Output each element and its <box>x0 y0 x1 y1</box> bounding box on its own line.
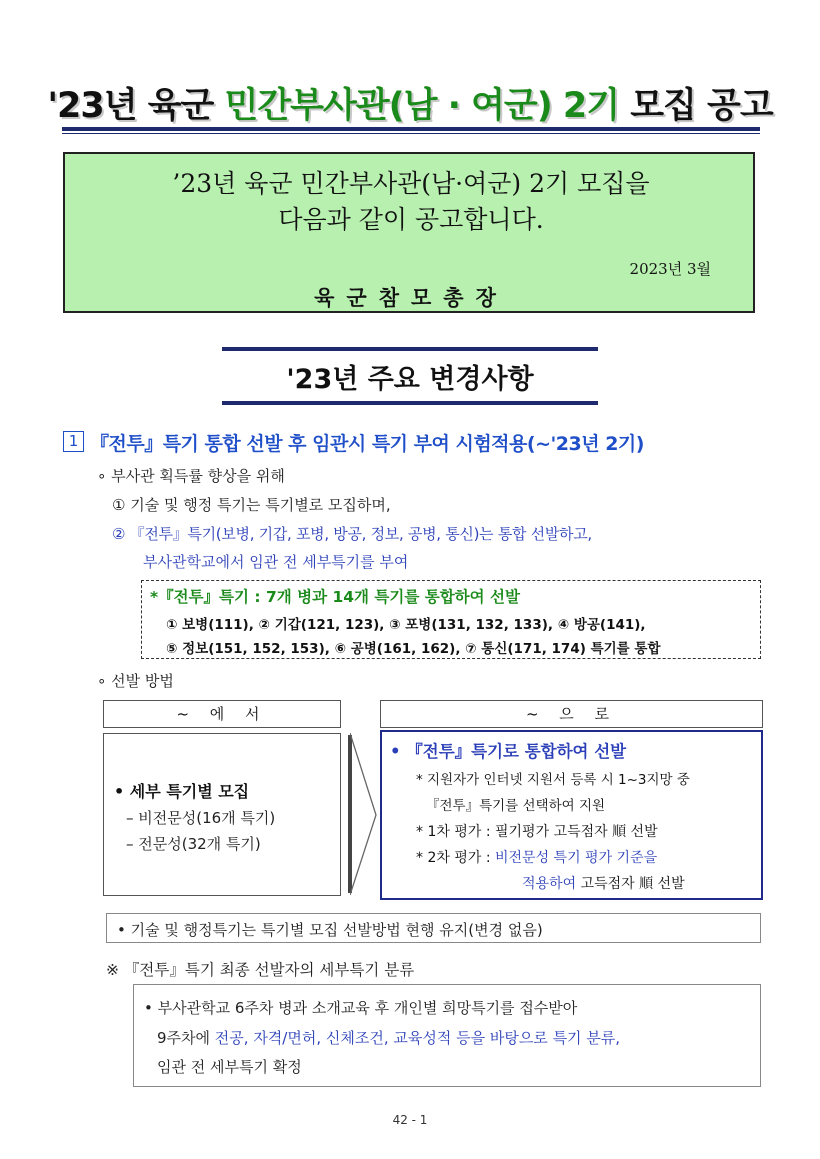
classify-line-3: 임관 전 세부특기 확정 <box>157 1058 302 1076</box>
notice-date: 2023년 3월 <box>629 260 711 278</box>
classify-line-2 <box>157 1027 620 1048</box>
notice-box <box>63 152 755 313</box>
to-main: • 『전투』특기로 통합하여 선발 <box>390 742 627 761</box>
classify-line-2-pre: 9주차에 <box>157 1029 215 1047</box>
merge-note-line-2: ⑤ 정보(151, 152, 153), ⑥ 공병(161, 162), ⑦ 통신(171, 174) 특기를 통합 <box>166 641 661 657</box>
retain-note-box <box>106 913 761 943</box>
item-number-box: 1 <box>63 431 84 452</box>
title-underline <box>62 127 760 131</box>
notice-line-1: ’23년 육군 민간부사관(남·여군) 2기 모집을 <box>172 169 650 198</box>
from-box <box>103 733 341 896</box>
classify-box <box>133 984 761 1087</box>
merge-note-title: *『전투』특기 : 7개 병과 14개 특기를 통합하여 선발 <box>150 588 520 606</box>
to-line-5-blue: 적용하여 <box>522 876 577 892</box>
merge-note-box <box>141 580 761 659</box>
to-header: ~ 으 로 <box>380 700 763 728</box>
to-line-5 <box>522 873 685 893</box>
page-title <box>0 78 820 128</box>
page-number: 42 - 1 <box>392 1113 428 1127</box>
from-sub-2: – 전문성(32개 특기) <box>126 835 261 853</box>
selection-label: ∘ 선발 방법 <box>97 672 174 690</box>
bullet-intro: ∘ 부사관 획득률 향상을 위해 <box>97 467 285 485</box>
classify-line-1: • 부사관학교 6주차 병과 소개교육 후 개인별 희망특기를 접수받아 <box>144 999 578 1017</box>
merge-note-line-1: ① 보병(111), ② 기갑(121, 123), ③ 포병(131, 132, 133), ④ 방공(141), <box>166 617 646 633</box>
from-header: ~ 에 서 <box>103 700 341 728</box>
point-2-line-1: ② 『전투』특기(보병, 기갑, 포병, 방공, 정보, 공병, 통신)는 통합 선발하고, <box>112 525 592 543</box>
item-heading: 『전투』특기 통합 선발 후 임관시 특기 부여 시험적용(~'23년 2기) <box>90 433 644 455</box>
to-line-2: 『전투』특기를 선택하여 지원 <box>426 798 606 814</box>
to-line-1: * 지원자가 인터넷 지원서 등록 시 1~3지망 중 <box>416 772 690 788</box>
to-line-4-blue: 비전문성 특기 평가 기준을 <box>495 850 658 866</box>
point-1: ① 기술 및 행정 특기는 특기별로 모집하며, <box>112 496 391 514</box>
section-title: '23년 주요 변경사항 <box>286 364 534 395</box>
title-post: 모집 공고 <box>619 86 773 126</box>
title-highlight: 민간부사관(남 · 여군) 2기 <box>224 86 620 126</box>
section-rule-bottom <box>222 401 598 405</box>
from-main: • 세부 특기별 모집 <box>114 782 250 801</box>
to-box <box>380 730 763 900</box>
notice-line-2: 다음과 같이 공고합니다. <box>278 205 544 234</box>
title-pre: '23년 육군 <box>47 86 225 126</box>
to-line-4-pre: * 2차 평가 : <box>416 850 495 866</box>
section-rule-top <box>222 347 598 351</box>
arrow-right-icon <box>350 733 380 897</box>
notice-signature: 육군참모총장 <box>314 286 508 310</box>
to-line-4 <box>416 847 657 867</box>
point-2-line-2: 부사관학교에서 임관 전 세부특기를 부여 <box>143 553 409 571</box>
retain-note: • 기술 및 행정특기는 특기별 모집 선발방법 현행 유지(변경 없음) <box>117 921 543 939</box>
from-sub-1: – 비전문성(16개 특기) <box>126 809 276 827</box>
classify-heading: ※ 『전투』특기 최종 선발자의 세부특기 분류 <box>106 961 415 979</box>
classify-line-2-blue: 전공, 자격/면허, 신체조건, 교육성적 등을 바탕으로 특기 분류, <box>214 1029 621 1047</box>
to-line-5-post: 고득점자 順 선발 <box>576 876 685 892</box>
title-underline-thin <box>62 133 760 134</box>
to-line-3: * 1차 평가 : 필기평가 고득점자 順 선발 <box>416 824 658 840</box>
